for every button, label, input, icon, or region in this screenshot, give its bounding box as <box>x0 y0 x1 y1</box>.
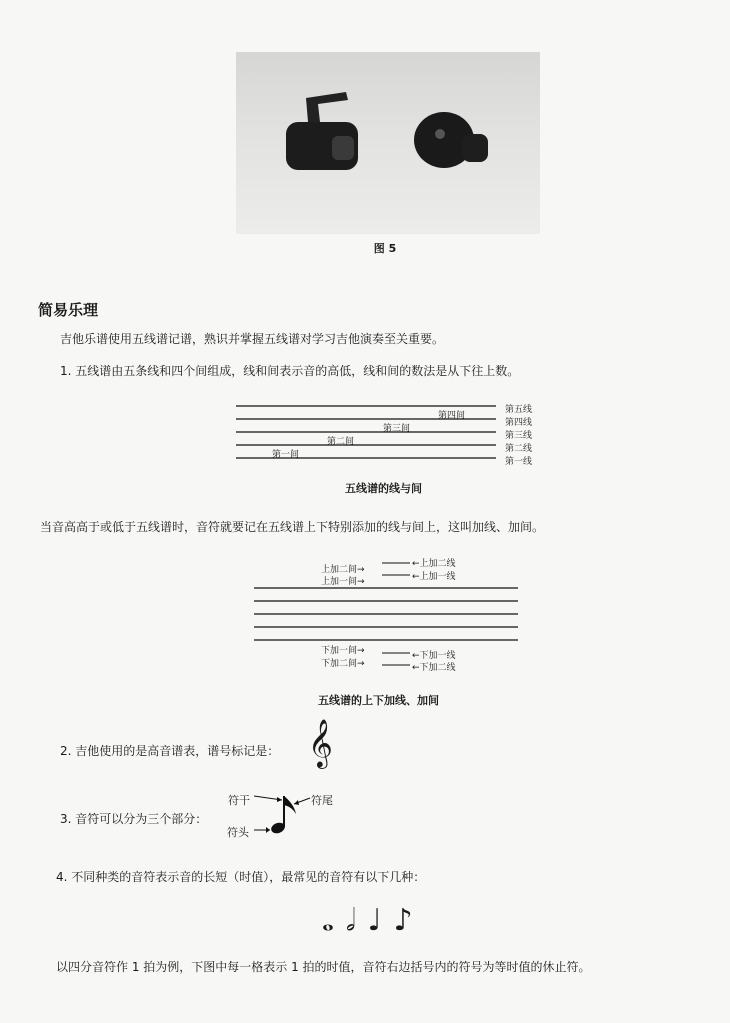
upper-line-2-label: ←上加二线 <box>412 559 456 569</box>
half-note-icon: 𝅗𝅥 <box>345 903 356 938</box>
treble-clef-icon: 𝄞 <box>308 718 333 767</box>
point-2-text: 2. 吉他使用的是高音谱表，谱号标记是： <box>60 744 280 758</box>
staff-2-caption: 五线谱的上下加线、加间 <box>318 694 439 707</box>
note-flag-label: 符尾 <box>311 794 333 807</box>
lower-space-2-label: 下加二间→ <box>321 659 365 669</box>
ledger-paragraph: 当音高高于或低于五线谱时，音符就要记在五线谱上下特别添加的线与间上，这叫加线、加间。 <box>40 520 545 534</box>
lower-line-2-label: ←下加二线 <box>412 663 456 673</box>
guitar-tuner-icon <box>414 112 488 168</box>
space-1-label: 第一间 <box>272 450 300 460</box>
whole-note-icon: 𝅝 <box>322 903 334 938</box>
guitar-capo-icon <box>286 92 358 170</box>
note-stem-label: 符干 <box>228 794 250 807</box>
upper-space-1-label: 上加一间→ <box>321 577 365 587</box>
upper-space-2-label: 上加二间→ <box>321 565 365 575</box>
lower-line-1-label: ←下加一线 <box>412 651 456 661</box>
line-3-label: 第三线 <box>505 431 533 441</box>
upper-line-1-label: ←上加一线 <box>412 572 456 582</box>
intro-paragraph: 吉他乐谱使用五线谱记谱，熟识并掌握五线谱对学习吉他演奏至关重要。 <box>60 332 445 346</box>
point-1-text: 1. 五线谱由五条线和四个间组成，线和间表示音的高低，线和间的数法是从下往上数。 <box>60 364 520 378</box>
note-anatomy-diagram <box>250 790 320 840</box>
line-4-label: 第四线 <box>505 418 533 428</box>
line-5-label: 第五线 <box>505 405 533 415</box>
quarter-note-icon: ♩ <box>367 903 382 938</box>
line-2-label: 第二线 <box>505 444 533 454</box>
eighth-note-icon <box>250 790 320 840</box>
lower-space-1-label: 下加一间→ <box>321 646 365 656</box>
staff-ledger <box>250 555 530 675</box>
eighth-note-icon: ♪ <box>393 903 413 938</box>
footer-paragraph: 以四分音符作 1 拍为例，下图中每一格表示 1 拍的时值，音符右边括号内的符号为等时值的休止符。 <box>56 960 591 974</box>
space-2-label: 第二间 <box>327 437 355 447</box>
figure-photo <box>236 52 540 234</box>
point-4-text: 4. 不同种类的音符表示音的长短（时值），最常见的音符有以下几种： <box>56 870 426 884</box>
point-3-text: 3. 音符可以分为三个部分： <box>60 812 208 826</box>
section-title: 简易乐理 <box>38 301 99 319</box>
staff-1-caption: 五线谱的线与间 <box>345 482 422 495</box>
space-3-label: 第三间 <box>383 424 411 434</box>
figure-caption: 图 5 <box>373 242 397 255</box>
note-types-row <box>322 892 452 938</box>
space-4-label: 第四间 <box>438 411 466 421</box>
line-1-label: 第一线 <box>505 457 533 467</box>
staff-2-lines <box>250 555 530 675</box>
photo-art <box>236 52 540 234</box>
note-head-label: 符头 <box>227 826 249 839</box>
